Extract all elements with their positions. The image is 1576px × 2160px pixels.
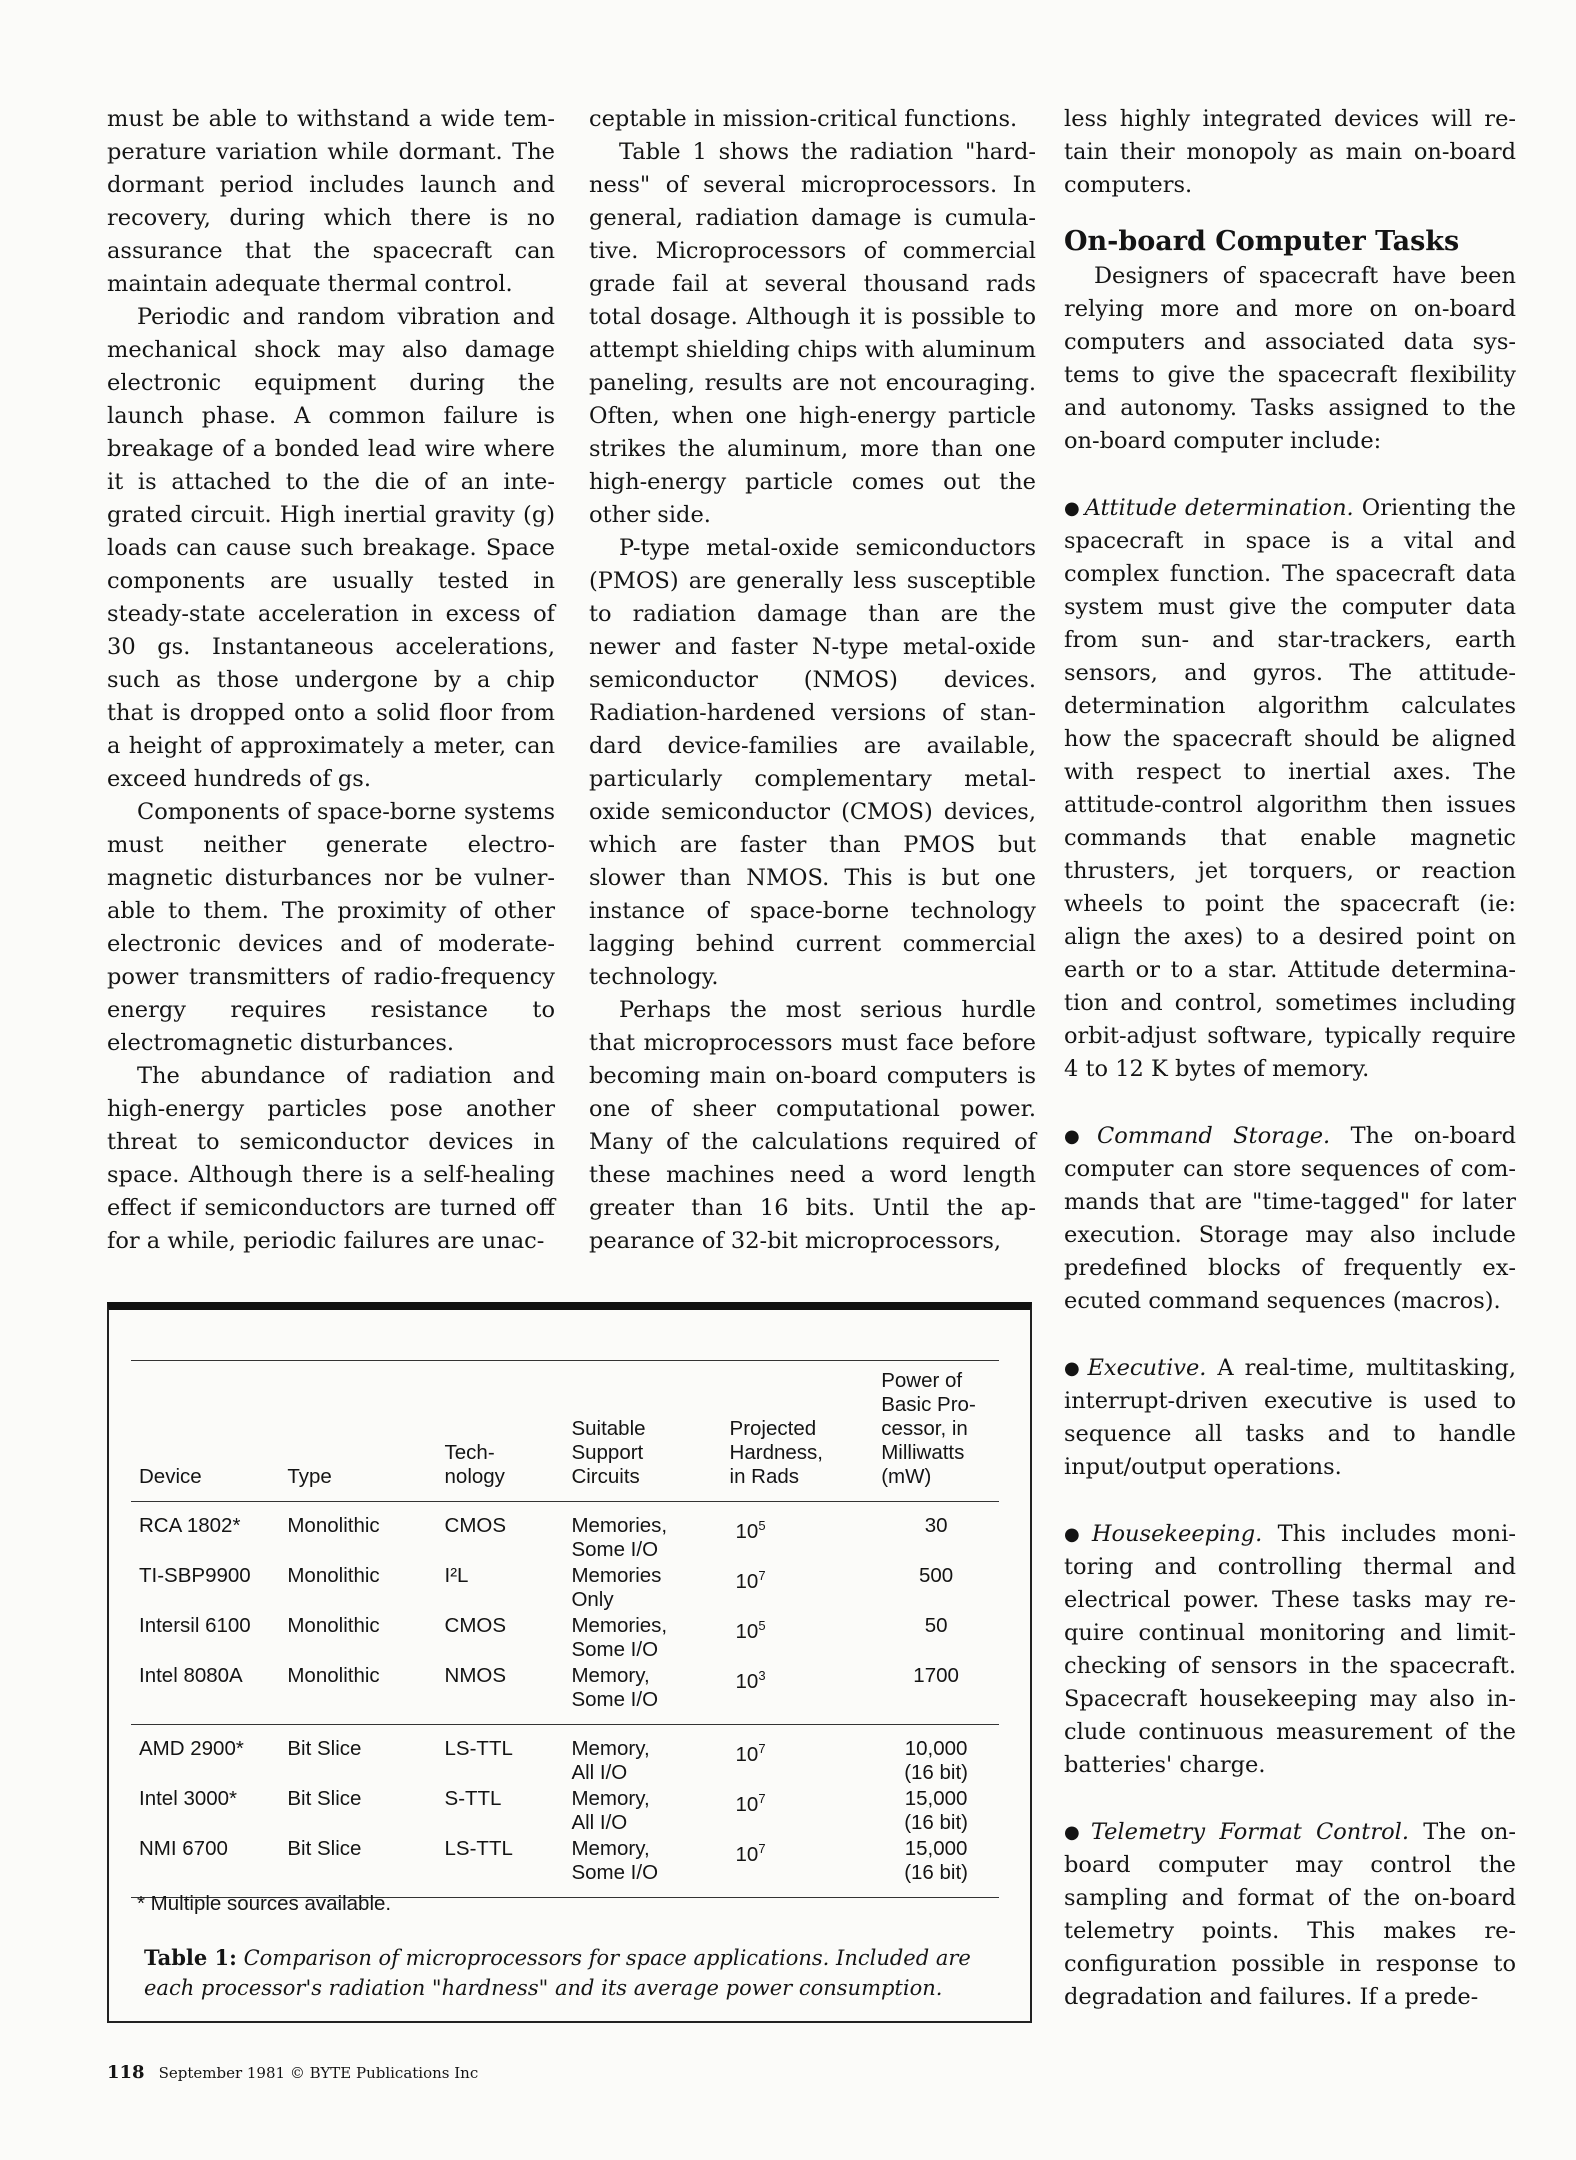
header-device: Device [131, 1361, 279, 1502]
hardness-base: 10 [735, 1742, 759, 1766]
paragraph: must be able to withstand a wide temperature variation while dormant. The dormant period includes launch and recovery, during which there is no assurance that the spacecraft can maintain adequate thermal control. [107, 106, 555, 297]
header-hardness: Projected Hardness, in Rads [722, 1361, 874, 1502]
bullet-item [1064, 1120, 1516, 1318]
table-row [131, 1664, 999, 1725]
bullet-icon: ● [1064, 1358, 1084, 1379]
cell-technology: LS-TTL [444, 1737, 513, 1760]
table-1-box [107, 1302, 1032, 2023]
hardness-base: 10 [735, 1792, 759, 1816]
cell-technology: I²L [444, 1564, 469, 1587]
cell-technology: CMOS [444, 1514, 507, 1537]
cell-device: Intersil 6100 [139, 1614, 251, 1637]
paragraph: ceptable in mission-critical functions. [589, 106, 1018, 132]
cell-power: 30 [924, 1514, 948, 1537]
cell-hardness [722, 1614, 874, 1664]
caption-text: Comparison of microprocessors for space applications. Included are each processor's radiation "hardness" and its average power consumption. [144, 1946, 971, 2000]
table-row [131, 1787, 999, 1837]
cell-hardness [722, 1664, 874, 1725]
bullet-text: The on-board computer can store sequences of commands that are "time-tagged" for later execution. Storage may also include predefined blocks of frequently executed command sequences (macros). [1064, 1123, 1516, 1314]
bullet-text: The on-board computer may control the sampling and format of the on-board telemetry points. This makes reconfiguration possible in response to degradation and failures. If a prede- [1064, 1819, 1516, 2010]
table-footnote: * Multiple sources available. [137, 1892, 392, 1915]
cell-hardness [722, 1502, 874, 1565]
bullet-title: Attitude determination. [1084, 495, 1354, 521]
table-row [131, 1564, 999, 1614]
table-caption [144, 1943, 1004, 2003]
cell-device: TI-SBP9900 [139, 1564, 251, 1587]
cell-device: NMI 6700 [131, 1837, 279, 1898]
cell-power: 15,000 (16 bit) [904, 1787, 969, 1834]
bullet-title: Telemetry Format Control. [1090, 1819, 1409, 1845]
cell-power: 50 [924, 1614, 948, 1637]
hardness-exponent: 5 [758, 1518, 766, 1533]
header-technology: Tech- nology [437, 1361, 564, 1502]
cell-type: Monolithic [287, 1514, 380, 1537]
cell-power: 500 [919, 1564, 954, 1587]
hardness-exponent: 7 [758, 1568, 766, 1583]
cell-device: Intel 3000* [139, 1787, 238, 1810]
bullet-icon: ● [1064, 498, 1081, 519]
cell-technology: LS-TTL [437, 1837, 564, 1898]
header-support-circuits: Suitable Support Circuits [563, 1361, 721, 1502]
cell-support-circuits: Memory, All I/O [571, 1787, 650, 1834]
table-row [131, 1614, 999, 1664]
bullet-title: Housekeeping. [1091, 1521, 1263, 1547]
caption-label: Table 1: [144, 1945, 237, 1970]
cell-hardness [722, 1787, 874, 1837]
hardness-base: 10 [735, 1519, 759, 1543]
table-row [131, 1502, 999, 1565]
cell-hardness [722, 1564, 874, 1614]
cell-type: Monolithic [287, 1614, 380, 1637]
cell-device: Intel 8080A [131, 1664, 279, 1725]
column-1 [107, 103, 555, 1258]
bullet-icon: ● [1064, 1126, 1093, 1147]
cell-device: RCA 1802* [139, 1514, 241, 1537]
table-row [131, 1725, 999, 1788]
table-row [131, 1837, 999, 1898]
cell-type: Bit Slice [279, 1837, 436, 1898]
hardness-exponent: 5 [758, 1618, 766, 1633]
bullet-text: Orienting the spacecraft in space is a vital and complex function. The spacecraft data system must give the computer data from sun- and star-trackers, earth sensors, and gyros. The attitude-determination algorithm calculates how the spacecraft should be aligned with respect to inertial axes. The attitude-control algorithm then issues commands that enable magnetic thrusters, jet torquers, or reaction wheels to point the spacecraft (ie: align the axes) to a desired point on earth or to a star. Attitude determination and control, sometimes including orbit-adjust software, typically require 4 to 12 K bytes of memory. [1064, 495, 1516, 1082]
bullet-icon: ● [1064, 1524, 1088, 1545]
cell-type: Bit Slice [287, 1787, 362, 1810]
paragraph: Designers of spacecraft have been relying more and more on on-board computers and associated data systems to give the spacecraft flexibility and autonomy. Tasks assigned to the on-board computer include: [1064, 263, 1516, 454]
column-3 [1064, 103, 1516, 2014]
cell-support-circuits: Memory, Some I/O [563, 1837, 721, 1898]
cell-support-circuits: Memories, Some I/O [571, 1514, 668, 1561]
bullet-item [1064, 1518, 1516, 1782]
cell-type: Bit Slice [287, 1737, 362, 1760]
paragraph: P-type metal-oxide semiconductors (PMOS) are generally less susceptible to radiation damage than are the newer and faster N-type metal-oxide semiconductor (NMOS) devices. Radiation-hardened versions of standard device-families are available, particularly complementary metal-oxide semiconductor (CMOS) devices, which are faster than PMOS but slower than NMOS. This is but one instance of space-borne technology lagging behind current commercial technology. [589, 535, 1036, 990]
cell-support-circuits: Memory, All I/O [571, 1737, 650, 1784]
table-header-row [131, 1361, 999, 1502]
paragraph: Components of space-borne systems must neither generate electromagnetic disturbances nor be vulnerable to them. The proximity of other electronic devices and of moderate-power transmitters of radio-frequency energy requires resistance to electromagnetic disturbances. [107, 799, 555, 1056]
cell-power: 15,000 (16 bit) [873, 1837, 999, 1898]
microprocessor-table [131, 1360, 999, 1898]
cell-hardness [722, 1837, 874, 1898]
hardness-base: 10 [735, 1669, 759, 1693]
page-number: 118 [107, 2062, 145, 2083]
bullet-title: Executive. [1087, 1355, 1207, 1381]
page-footer [107, 2062, 478, 2083]
bullet-item [1064, 1352, 1516, 1484]
paragraph: less highly integrated devices will retain their monopoly as main on-board computers. [1064, 106, 1516, 198]
hardness-base: 10 [735, 1619, 759, 1643]
header-power: Power of Basic Pro- cessor, in Milliwatts (mW) [873, 1361, 999, 1502]
bullet-icon: ● [1064, 1822, 1087, 1843]
header-type: Type [279, 1361, 436, 1502]
hardness-base: 10 [735, 1842, 759, 1866]
paragraph: Perhaps the most serious hurdle that microprocessors must face before becoming main on-board computers is one of sheer computational power. Many of the calculations required of these machines need a word length greater than 16 bits. Until the appearance of 32-bit microprocessors, [589, 997, 1036, 1254]
cell-technology: NMOS [437, 1664, 564, 1725]
bullet-item [1064, 492, 1516, 1086]
cell-type: Monolithic [287, 1564, 380, 1587]
cell-device: AMD 2900* [139, 1737, 244, 1760]
paragraph: The abundance of radiation and high-energy particles pose another threat to semiconductor devices in space. Although there is a self-healing effect if semiconductors are turned off for a while, periodic failures are unac- [107, 1063, 555, 1254]
bullet-text: This includes monitoring and controlling thermal and electrical power. These tasks may require continual monitoring and limit-checking of sensors in the spacecraft. Spacecraft housekeeping may also include continuous measurement of the batteries' charge. [1064, 1521, 1516, 1778]
hardness-exponent: 7 [758, 1791, 766, 1806]
cell-support-circuits: Memories Only [571, 1564, 662, 1611]
footer-text: September 1981 © BYTE Publications Inc [158, 2064, 479, 2082]
cell-type: Monolithic [279, 1664, 436, 1725]
cell-support-circuits: Memory, Some I/O [563, 1664, 721, 1725]
cell-support-circuits: Memories, Some I/O [571, 1614, 668, 1661]
bullet-item [1064, 1816, 1516, 2014]
bullet-title: Command Storage. [1096, 1123, 1331, 1149]
cell-power: 1700 [873, 1664, 999, 1725]
hardness-exponent: 7 [758, 1741, 766, 1756]
hardness-exponent: 3 [758, 1668, 766, 1683]
table-body [131, 1502, 999, 1898]
column-2 [589, 103, 1036, 1258]
bullet-text: A real-time, multitasking, interrupt-driven executive is used to sequence all tasks and to handle input/output operations. [1064, 1355, 1516, 1480]
paragraph: Table 1 shows the radiation "hardness" of several microprocessors. In general, radiation damage is cumulative. Microprocessors of commercial grade fail at several thousand rads total dosage. Although it is possible to attempt shielding chips with aluminum paneling, results are not encouraging. Often, when one high-energy particle strikes the aluminum, more than one high-energy particle comes out the other side. [589, 139, 1036, 528]
cell-technology: CMOS [444, 1614, 507, 1637]
cell-hardness [722, 1725, 874, 1788]
cell-power: 10,000 (16 bit) [904, 1737, 969, 1784]
hardness-exponent: 7 [758, 1841, 766, 1856]
hardness-base: 10 [735, 1569, 759, 1593]
cell-technology: S-TTL [444, 1787, 502, 1810]
section-heading: On-board Computer Tasks [1064, 226, 1460, 257]
paragraph: Periodic and random vibration and mechanical shock may also damage electronic equipment during the launch phase. A common failure is breakage of a bonded lead wire where it is attached to the die of an integrated circuit. High inertial gravity (g) loads can cause such breakage. Space components are usually tested in steady-state acceleration in excess of 30 gs. Instantaneous accelerations, such as those undergone by a chip that is dropped onto a solid floor from a height of approximately a meter, can exceed hundreds of gs. [107, 304, 555, 792]
